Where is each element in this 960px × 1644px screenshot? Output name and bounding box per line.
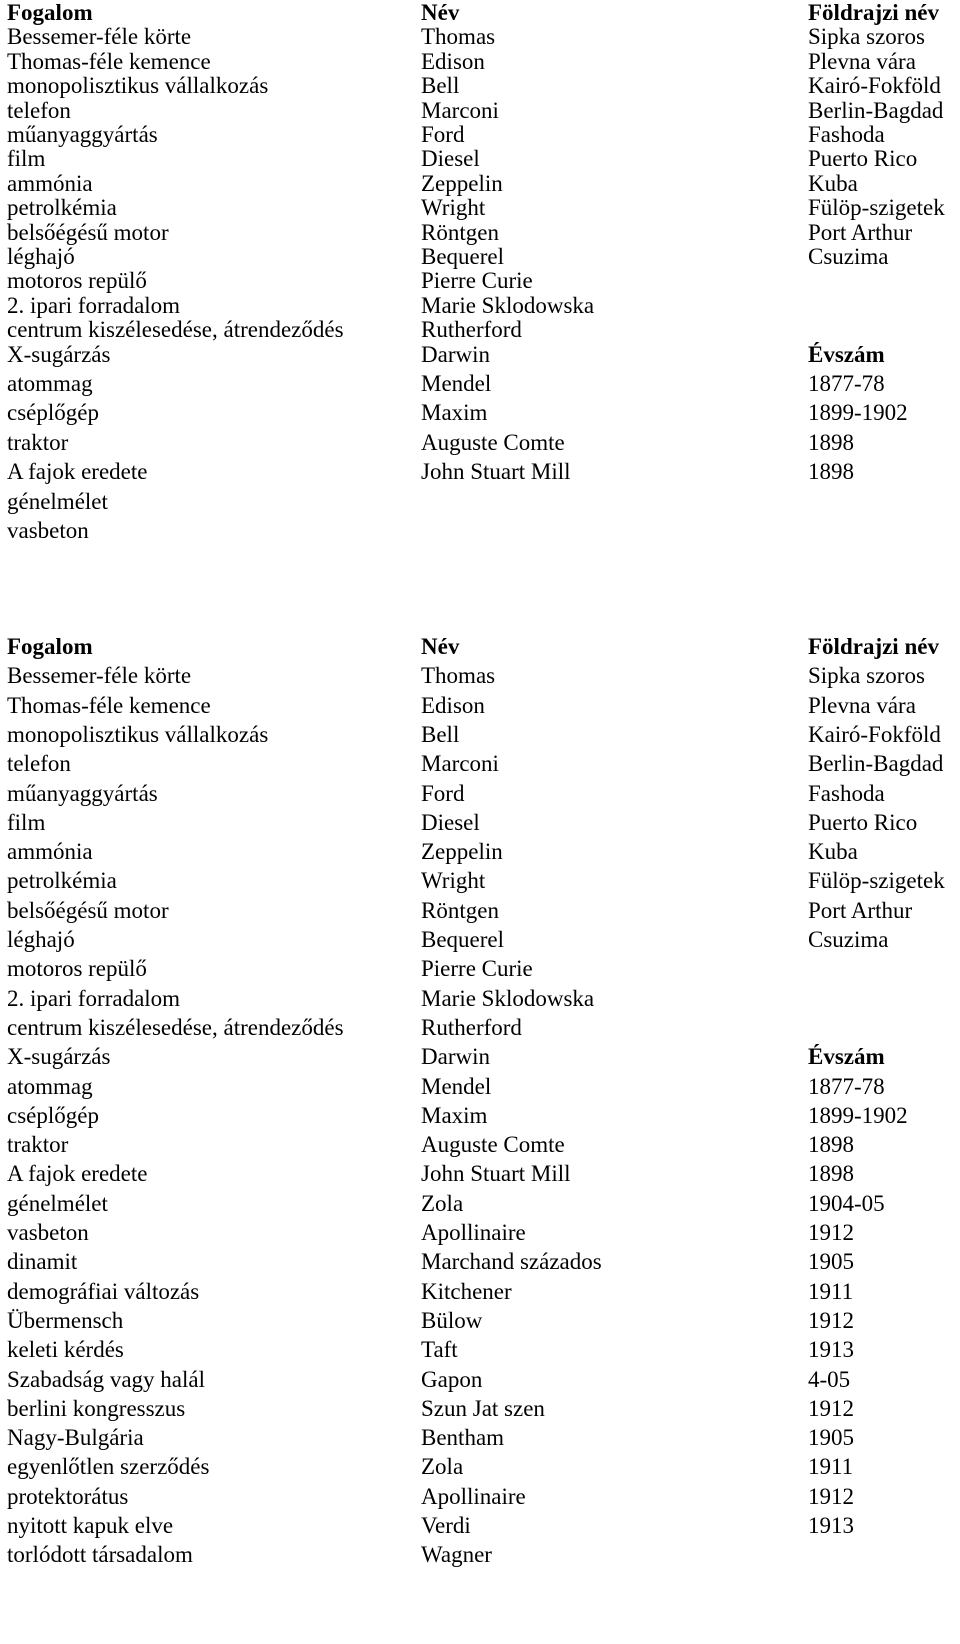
table-row: [0, 1454, 960, 1480]
table-row: [0, 663, 960, 689]
place-year-cell: Fülöp-szigetek: [808, 868, 945, 894]
place-year-cell: Plevna vára: [808, 48, 916, 74]
table-row: [0, 1367, 960, 1393]
table-row: [0, 220, 960, 246]
place-year-cell: Csuzima: [808, 927, 889, 952]
table-header-row: [0, 0, 960, 26]
name-cell: Kitchener: [421, 1278, 512, 1304]
name-cell: Gapon: [421, 1366, 483, 1392]
concept-cell: ammónia: [7, 839, 93, 865]
column-header: Földrajzi név: [808, 0, 939, 25]
place-year-cell: Plevna vára: [808, 692, 916, 718]
concept-cell: demográfiai változás: [7, 1278, 200, 1304]
concept-cell: Szabadság vagy halál: [7, 1366, 205, 1392]
concept-cell: vasbeton: [7, 1220, 89, 1245]
concept-cell: atommag: [7, 371, 93, 396]
table-row: [0, 1308, 960, 1334]
table-row: [0, 146, 960, 172]
name-cell: Ford: [421, 122, 465, 147]
concept-cell: egyenlőtlen szerződés: [7, 1454, 210, 1480]
table-row: [0, 1279, 960, 1305]
table-row: [0, 24, 960, 50]
column-header: Évszám: [808, 341, 885, 367]
concept-cell: Nagy-Bulgária: [7, 1425, 144, 1451]
name-cell: Bequerel: [421, 244, 505, 269]
table-row: [0, 1044, 960, 1070]
name-cell: Darwin: [421, 1044, 490, 1070]
name-cell: Zola: [421, 1190, 464, 1216]
name-cell: Maxim: [421, 1102, 488, 1128]
place-year-cell: 1898: [808, 1132, 854, 1158]
name-cell: Röntgen: [421, 219, 499, 245]
table-row: [0, 98, 960, 124]
table-row: [0, 751, 960, 777]
name-cell: Thomas: [421, 24, 496, 50]
name-cell: Edison: [421, 692, 485, 718]
table-header-row: [0, 634, 960, 660]
table-row: [0, 1161, 960, 1187]
concept-cell: traktor: [7, 429, 69, 455]
name-cell: Mendel: [421, 1073, 492, 1099]
table-row: [0, 839, 960, 865]
place-year-cell: 1912: [808, 1307, 854, 1333]
table-row: [0, 268, 960, 294]
table-row: [0, 430, 960, 456]
place-year-cell: 1905: [808, 1425, 854, 1451]
name-cell: Marconi: [421, 97, 499, 123]
place-year-cell: 1912: [808, 1483, 854, 1509]
concept-cell: műanyaggyártás: [7, 122, 158, 147]
name-cell: Pierre Curie: [421, 268, 533, 294]
concept-cell: génelmélet: [7, 488, 108, 514]
concept-cell: 2. ipari forradalom: [7, 985, 181, 1011]
concept-cell: X-sugárzás: [7, 341, 111, 367]
name-cell: Thomas: [421, 663, 496, 689]
place-year-cell: 1899-1902: [808, 400, 908, 426]
place-year-cell: Berlin-Bagdad: [808, 97, 944, 123]
column-header: Fogalom: [7, 0, 93, 25]
table-row: [0, 1337, 960, 1363]
name-cell: Bülow: [421, 1307, 483, 1333]
place-year-cell: 1912: [808, 1395, 854, 1421]
column-header: Földrajzi név: [808, 634, 939, 659]
table-row: [0, 1132, 960, 1158]
table-row: [0, 1103, 960, 1129]
table-row: [0, 293, 960, 319]
name-cell: Auguste Comte: [421, 429, 565, 455]
concept-cell: traktor: [7, 1132, 69, 1158]
place-year-cell: Fashoda: [808, 780, 885, 806]
table-row: [0, 1396, 960, 1422]
concept-cell: cséplőgép: [7, 400, 99, 426]
name-cell: Bentham: [421, 1425, 505, 1451]
table-row: [0, 1513, 960, 1539]
name-cell: Maxim: [421, 400, 488, 426]
concept-cell: motoros repülő: [7, 268, 147, 294]
table-row: [0, 810, 960, 836]
name-cell: Rutherford: [421, 317, 522, 343]
concept-cell: monopolisztikus vállalkozás: [7, 721, 269, 747]
table-row: [0, 342, 960, 368]
place-year-cell: Csuzima: [808, 244, 889, 269]
concept-cell: A fajok eredete: [7, 459, 148, 485]
name-cell: Mendel: [421, 371, 492, 396]
concept-cell: telefon: [7, 751, 71, 777]
place-year-cell: 1912: [808, 1220, 854, 1245]
name-cell: Bell: [421, 73, 460, 99]
table-row: [0, 122, 960, 148]
concept-cell: Thomas-féle kemence: [7, 48, 211, 74]
name-cell: Röntgen: [421, 897, 499, 923]
concept-cell: Bessemer-féle körte: [7, 663, 192, 689]
table-row: [0, 1015, 960, 1041]
place-year-cell: 4-05: [808, 1366, 851, 1392]
table-row: [0, 459, 960, 485]
name-cell: Marchand százados: [421, 1249, 602, 1275]
table-row: [0, 1220, 960, 1246]
concept-cell: génelmélet: [7, 1190, 108, 1216]
name-cell: Bell: [421, 721, 460, 747]
column-header: Név: [421, 0, 460, 25]
place-year-cell: Sipka szoros: [808, 24, 925, 50]
name-cell: Bequerel: [421, 927, 505, 952]
place-year-cell: 1905: [808, 1249, 854, 1275]
column-header: Évszám: [808, 1044, 885, 1070]
name-cell: Auguste Comte: [421, 1132, 565, 1158]
name-cell: Wright: [421, 195, 486, 221]
name-cell: Pierre Curie: [421, 956, 533, 982]
place-year-cell: Puerto Rico: [808, 146, 918, 172]
concept-cell: film: [7, 146, 46, 172]
place-year-cell: Fülöp-szigetek: [808, 195, 945, 221]
table-row: [0, 400, 960, 426]
concept-cell: cséplőgép: [7, 1102, 99, 1128]
name-cell: Marie Sklodowska: [421, 292, 595, 318]
name-cell: Zola: [421, 1454, 464, 1480]
name-cell: Apollinaire: [421, 1483, 526, 1509]
table-row: [0, 49, 960, 75]
place-year-cell: 1913: [808, 1513, 854, 1538]
place-year-cell: 1911: [808, 1278, 854, 1304]
concept-cell: centrum kiszélesedése, átrendeződés: [7, 317, 344, 343]
place-year-cell: 1898: [808, 1161, 854, 1187]
name-cell: Verdi: [421, 1513, 471, 1538]
concept-cell: monopolisztikus vállalkozás: [7, 73, 269, 99]
place-year-cell: 1898: [808, 429, 854, 455]
name-cell: Diesel: [421, 146, 480, 172]
concept-cell: X-sugárzás: [7, 1044, 111, 1070]
table-row: [0, 898, 960, 924]
column-header: Fogalom: [7, 634, 93, 659]
place-year-cell: Kairó-Fokföld: [808, 721, 941, 747]
name-cell: Taft: [421, 1337, 458, 1363]
table-row: [0, 1425, 960, 1451]
table-row: [0, 518, 960, 544]
table-row: [0, 489, 960, 515]
concept-cell: léghajó: [7, 927, 75, 952]
table-row: [0, 195, 960, 221]
concept-cell: Übermensch: [7, 1307, 124, 1333]
concept-cell: A fajok eredete: [7, 1161, 148, 1187]
place-year-cell: Sipka szoros: [808, 663, 925, 689]
concept-cell: belsőégésű motor: [7, 219, 169, 245]
place-year-cell: 1898: [808, 459, 854, 485]
concept-cell: centrum kiszélesedése, átrendeződés: [7, 1014, 344, 1040]
place-year-cell: Port Arthur: [808, 897, 913, 923]
table-row: [0, 1249, 960, 1275]
concept-cell: belsőégésű motor: [7, 897, 169, 923]
place-year-cell: 1911: [808, 1454, 854, 1480]
table-row: [0, 956, 960, 982]
table-row: [0, 693, 960, 719]
table-row: [0, 1484, 960, 1510]
table-row: [0, 171, 960, 197]
name-cell: John Stuart Mill: [421, 1161, 571, 1187]
concept-cell: telefon: [7, 97, 71, 123]
table-row: [0, 986, 960, 1012]
place-year-cell: Puerto Rico: [808, 809, 918, 835]
concept-cell: petrolkémia: [7, 195, 117, 221]
place-year-cell: Fashoda: [808, 122, 885, 147]
name-cell: Wright: [421, 868, 486, 894]
table-row: [0, 244, 960, 270]
concept-cell: vasbeton: [7, 518, 89, 543]
table-row: [0, 1191, 960, 1217]
concept-cell: petrolkémia: [7, 868, 117, 894]
name-cell: Marconi: [421, 751, 499, 777]
table-row: [0, 1074, 960, 1100]
name-cell: Edison: [421, 48, 485, 74]
name-cell: Zeppelin: [421, 170, 503, 196]
place-year-cell: Kuba: [808, 839, 858, 865]
concept-cell: Thomas-féle kemence: [7, 692, 211, 718]
name-cell: Rutherford: [421, 1014, 522, 1040]
concept-cell: film: [7, 809, 46, 835]
name-cell: Darwin: [421, 341, 490, 367]
concept-cell: 2. ipari forradalom: [7, 292, 181, 318]
concept-cell: keleti kérdés: [7, 1337, 124, 1363]
table-row: [0, 1542, 960, 1568]
concept-cell: torlódott társadalom: [7, 1542, 193, 1568]
place-year-cell: 1904-05: [808, 1190, 885, 1216]
place-year-cell: 1877-78: [808, 371, 885, 396]
place-year-cell: Port Arthur: [808, 219, 913, 245]
concept-cell: nyitott kapuk elve: [7, 1513, 174, 1538]
concept-cell: ammónia: [7, 170, 93, 196]
place-year-cell: Berlin-Bagdad: [808, 751, 944, 777]
concept-cell: berlini kongresszus: [7, 1395, 186, 1421]
table-row: [0, 73, 960, 99]
place-year-cell: 1913: [808, 1337, 854, 1363]
name-cell: Wagner: [421, 1542, 492, 1568]
concept-cell: dinamit: [7, 1249, 78, 1275]
place-year-cell: 1877-78: [808, 1073, 885, 1099]
concept-cell: Bessemer-féle körte: [7, 24, 192, 50]
table-row: [0, 371, 960, 397]
concept-cell: motoros repülő: [7, 956, 147, 982]
concept-cell: léghajó: [7, 244, 75, 269]
name-cell: Diesel: [421, 809, 480, 835]
table-row: [0, 868, 960, 894]
table-row: [0, 927, 960, 953]
concept-cell: atommag: [7, 1073, 93, 1099]
name-cell: John Stuart Mill: [421, 459, 571, 485]
column-header: Név: [421, 634, 460, 659]
place-year-cell: 1899-1902: [808, 1102, 908, 1128]
name-cell: Marie Sklodowska: [421, 985, 595, 1011]
concept-cell: protektorátus: [7, 1483, 129, 1509]
place-year-cell: Kuba: [808, 170, 858, 196]
name-cell: Apollinaire: [421, 1220, 526, 1245]
table-row: [0, 781, 960, 807]
name-cell: Szun Jat szen: [421, 1395, 545, 1421]
place-year-cell: Kairó-Fokföld: [808, 73, 941, 99]
name-cell: Ford: [421, 780, 465, 806]
table-row: [0, 317, 960, 343]
name-cell: Zeppelin: [421, 839, 503, 865]
concept-cell: műanyaggyártás: [7, 780, 158, 806]
table-row: [0, 722, 960, 748]
